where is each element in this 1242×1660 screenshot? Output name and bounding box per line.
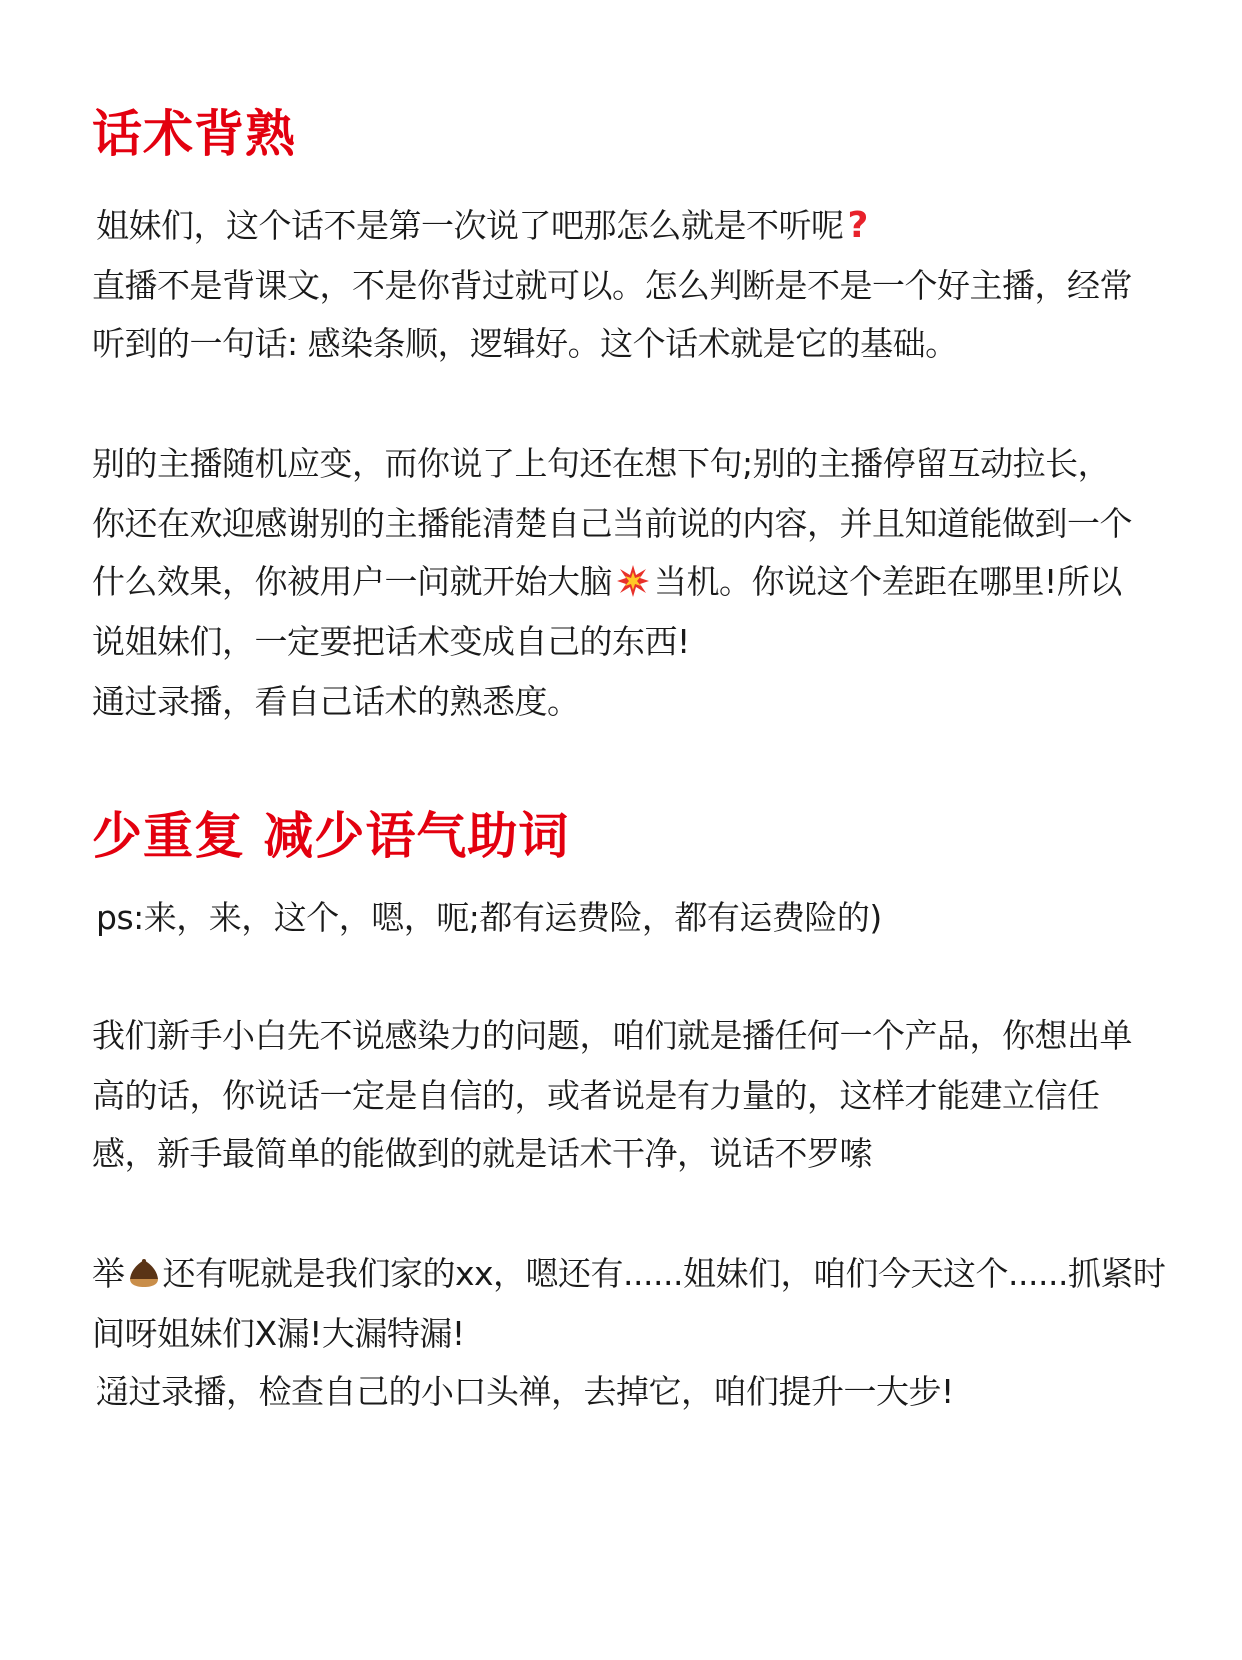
paragraph-line: 间呀姐妹们X漏!大漏特漏! [92, 1314, 465, 1353]
chestnut-icon [127, 1256, 161, 1290]
paragraph-line: 我们新手小白先不说感染力的问题，咱们就是播任何一个产品，你想出单 [92, 1016, 1132, 1055]
paragraph-line: 别的主播随机应变，而你说了上句还在想下句;别的主播停留互动拉长， [92, 444, 1111, 483]
ps-line: ps:来，来，这个，嗯，呃;都有运费险，都有运费险的) [96, 898, 882, 937]
paragraph-line: 你还在欢迎感谢别的主播能清楚自己当前说的内容，并且知道能做到一个 [92, 504, 1132, 543]
paragraph-line: 高的话，你说话一定是自信的，或者说是有力量的，这样才能建立信任 [92, 1076, 1100, 1115]
paragraph-line: 什么效果，你被用户一问就开始大脑 当机。你说这个差距在哪里!所以 [92, 562, 1122, 601]
intro-line: 姐妹们，这个话不是第一次说了吧那怎么就是不听呢 ? [96, 205, 868, 246]
question-mark-icon: ? [847, 205, 868, 246]
paragraph-line: 直播不是背课文，不是你背过就可以。怎么判断是不是一个好主播，经常 [92, 266, 1132, 305]
paragraph-line: 感，新手最简单的能做到的就是话术干净，说话不罗嗦 [92, 1134, 872, 1173]
example-line: 举 还有呢就是我们家的xx，嗯还有......姐妹们，咱们今天这个......抓紧时 [92, 1254, 1166, 1293]
check-line: 通过录播，检查自己的小口头禅，去掉它，咱们提升一大步! [96, 1372, 954, 1411]
paragraph-line: 听到的一句话: 感染条顺，逻辑好。这个话术就是它的基础。 [92, 324, 958, 363]
collision-icon [616, 564, 650, 598]
section-title-reduce-fillers: 少重复 减少语气助词 [92, 807, 570, 865]
paragraph-line: 通过录播，看自己话术的熟悉度。 [92, 682, 580, 721]
section-title-memorize-script: 话术背熟 [92, 105, 296, 163]
paragraph-line: 说姐妹们，一定要把话术变成自己的东西! [92, 622, 690, 661]
